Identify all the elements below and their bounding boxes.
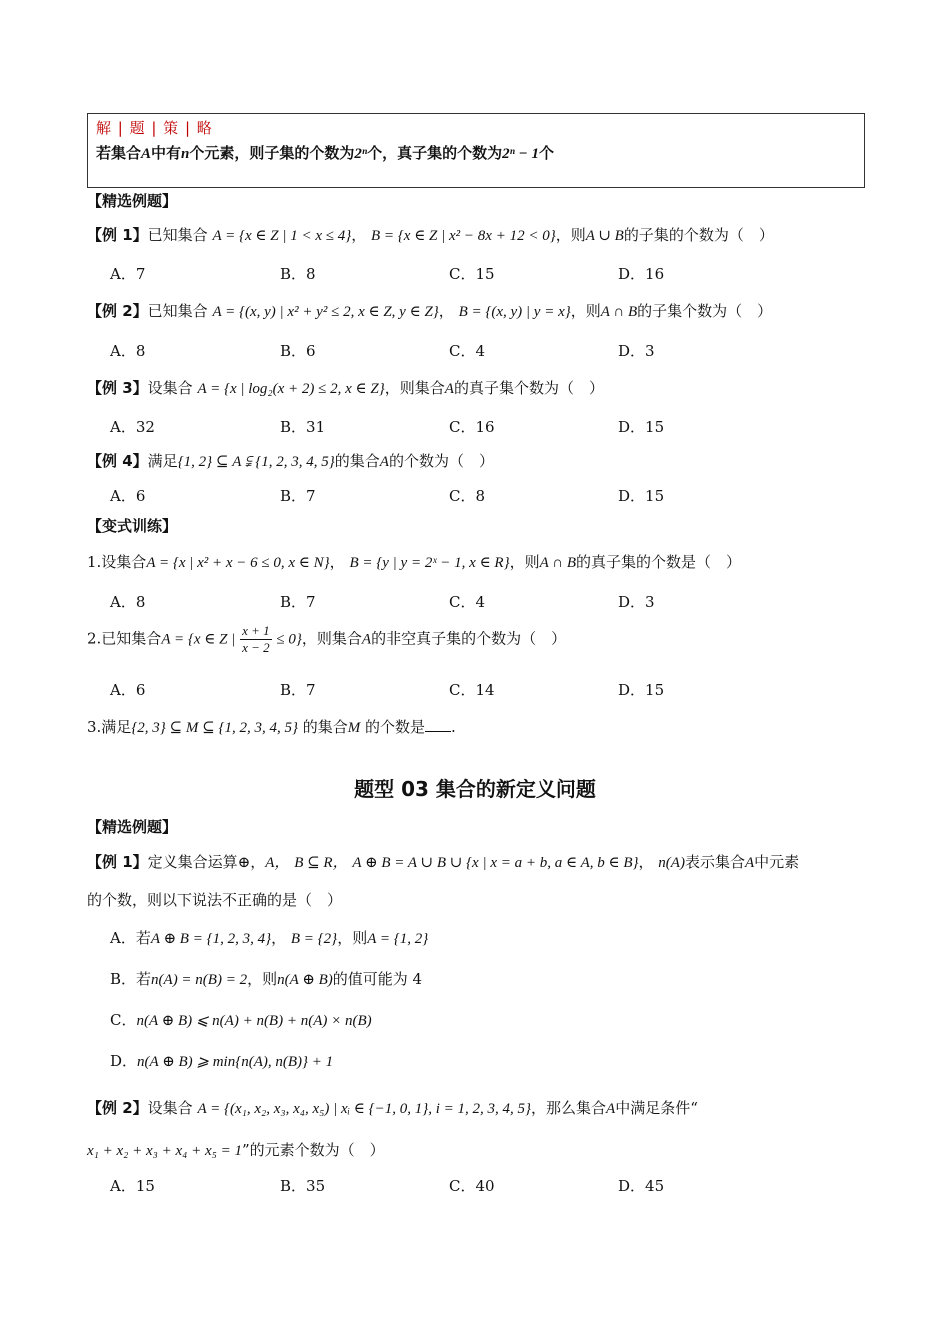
math-expr: B ⊆ R， bbox=[294, 855, 348, 871]
math-expr: A bbox=[379, 454, 389, 470]
example-label: 【例 4】 bbox=[87, 452, 148, 470]
practice-heading: 【变式训练】 bbox=[87, 517, 178, 535]
fraction bbox=[240, 623, 272, 656]
question-text: 的子集个数为（ ） bbox=[637, 302, 773, 320]
math-expr: A = {(x₁, x₂, x₃, x₄, x₅) | xᵢ ∈ {−1, 0, 1}, i = 1, 2, 3, 4, 5} bbox=[197, 1101, 531, 1117]
math-expr: n(A) = n(B) = 2 bbox=[151, 972, 248, 988]
examples-heading: 【精选例题】 bbox=[87, 818, 178, 836]
question-text: 已知集合 bbox=[147, 226, 208, 244]
example-new-2 bbox=[87, 1097, 698, 1118]
question-text: 定义集合运算⊕， bbox=[147, 853, 266, 871]
math-expr: A bbox=[744, 855, 755, 871]
option-a[interactable]: A．32 bbox=[110, 418, 155, 436]
math-expr: A， bbox=[265, 855, 290, 871]
question-text: ，那么集合 bbox=[531, 1099, 607, 1117]
math-expr: A = {x | x² + x − 6 ≤ 0, x ∈ N} bbox=[146, 555, 330, 571]
question-text: ， bbox=[438, 302, 454, 320]
example-new-2-line2 bbox=[87, 1139, 385, 1160]
math-expr: A ∩ B bbox=[539, 555, 576, 571]
question-text: ， bbox=[351, 226, 367, 244]
example-new-1-line2: 的个数，则以下说法不正确的是（ ） bbox=[87, 891, 343, 909]
option-b[interactable]: B．7 bbox=[280, 681, 316, 699]
math-expr: B = {x ∈ Z | x² − 8x + 12 < 0} bbox=[371, 228, 556, 244]
math-expr: A ∪ B bbox=[585, 228, 624, 244]
math-expr: B = {2} bbox=[290, 931, 338, 947]
math-expr: A = {x ∈ Z | 1 < x ≤ 4} bbox=[212, 228, 352, 244]
strategy-box bbox=[87, 113, 865, 188]
option-b[interactable]: B．6 bbox=[280, 342, 316, 360]
option-b[interactable]: B．8 bbox=[280, 265, 316, 283]
fraction-denominator: x − 2 bbox=[242, 640, 270, 655]
question-text: 满足 bbox=[147, 452, 178, 470]
math-expr: n(A ⊕ B) ⩽ n(A) + n(B) + n(A) × n(B) bbox=[136, 1013, 372, 1029]
option-c[interactable]: C．15 bbox=[449, 265, 495, 283]
example-label: 【例 2】 bbox=[87, 302, 148, 320]
option-b[interactable]: B．31 bbox=[280, 418, 326, 436]
option-b[interactable] bbox=[110, 968, 422, 989]
question-text: 3.满足 bbox=[87, 718, 132, 736]
option-label: C． bbox=[110, 1011, 137, 1029]
strategy-label: 解 | 题 | 策 | 略 bbox=[96, 119, 213, 137]
example-4 bbox=[87, 450, 494, 471]
option-c[interactable]: C．40 bbox=[449, 1177, 495, 1195]
rule-text: 个，真子集的个数为 bbox=[367, 144, 503, 162]
math-expr: x₁ + x₂ + x₃ + x₄ + x₅ = 1 bbox=[87, 1143, 242, 1159]
option-text: ，则 bbox=[337, 929, 368, 947]
question-text: ，则 bbox=[509, 553, 540, 571]
question-text: ， bbox=[638, 853, 654, 871]
math-expr: ≤ 0} bbox=[276, 631, 302, 648]
question-text: ”的元素个数为（ ） bbox=[241, 1141, 385, 1159]
example-label: 【例 1】 bbox=[87, 226, 148, 244]
option-a[interactable]: A．6 bbox=[110, 681, 146, 699]
option-a[interactable] bbox=[110, 927, 428, 948]
question-text: 表示集合 bbox=[684, 853, 745, 871]
question-text: 的真子集个数为（ ） bbox=[453, 379, 604, 397]
answer-blank[interactable] bbox=[425, 717, 451, 732]
example-label: 【例 3】 bbox=[87, 379, 148, 397]
rule-math: A bbox=[141, 146, 152, 162]
question-text: 的真子集的个数是（ ） bbox=[576, 553, 742, 571]
question-text: 2.已知集合 bbox=[87, 629, 162, 648]
math-expr: A ⊕ B = {1, 2, 3, 4} bbox=[150, 931, 272, 947]
question-text: 中元素 bbox=[754, 853, 800, 871]
math-expr: A bbox=[444, 381, 454, 397]
question-text: 1.设集合 bbox=[87, 553, 147, 571]
example-1 bbox=[87, 224, 774, 245]
option-d[interactable]: D．15 bbox=[618, 418, 665, 436]
math-expr: B = {y | y = 2ˣ − 1, x ∈ R} bbox=[349, 555, 510, 571]
option-d[interactable]: D．45 bbox=[618, 1177, 665, 1195]
option-b[interactable]: B．35 bbox=[280, 1177, 326, 1195]
question-text: 设集合 bbox=[147, 1099, 193, 1117]
option-d[interactable]: D．15 bbox=[618, 487, 665, 505]
option-label: B．若 bbox=[110, 970, 152, 988]
math-expr: n(A ⊕ B) bbox=[277, 972, 333, 988]
rule-text: 个 bbox=[538, 144, 554, 162]
option-text: 的值可能为 4 bbox=[332, 970, 423, 988]
option-d[interactable] bbox=[110, 1050, 333, 1071]
option-d[interactable]: D．3 bbox=[618, 342, 655, 360]
option-text: ，则 bbox=[247, 970, 278, 988]
option-c[interactable]: C．8 bbox=[449, 487, 486, 505]
question-text: 的集合 bbox=[334, 452, 380, 470]
question-text: 中满足条件“ bbox=[615, 1099, 698, 1117]
math-expr: A ⊕ B = A ∪ B ∪ {x | x = a + b, a ∈ A, b ∈ B} bbox=[352, 855, 639, 871]
option-a[interactable]: A．8 bbox=[110, 593, 146, 611]
option-b[interactable]: B．7 bbox=[280, 487, 316, 505]
option-c[interactable] bbox=[110, 1009, 372, 1030]
rule-text: 个元素，则子集的个数为 bbox=[189, 144, 355, 162]
option-a[interactable]: A．7 bbox=[110, 265, 146, 283]
option-label: D． bbox=[110, 1052, 138, 1070]
math-expr: A = {1, 2} bbox=[367, 931, 429, 947]
practice-2 bbox=[87, 623, 566, 656]
option-a[interactable]: A．15 bbox=[110, 1177, 155, 1195]
rule-math: 2ⁿ − 1 bbox=[502, 146, 539, 162]
math-expr: M bbox=[347, 720, 361, 736]
option-c[interactable]: C．16 bbox=[449, 418, 495, 436]
option-c[interactable]: C．4 bbox=[449, 342, 486, 360]
option-d[interactable]: D．16 bbox=[618, 265, 665, 283]
option-label: A．若 bbox=[110, 929, 151, 947]
question-text: 的子集的个数为（ ） bbox=[623, 226, 774, 244]
example-new-1 bbox=[87, 851, 799, 872]
example-label: 【例 2】 bbox=[87, 1099, 148, 1117]
question-text: ，则集合 bbox=[301, 629, 362, 648]
question-text: ，则 bbox=[555, 226, 586, 244]
option-d[interactable]: D．3 bbox=[618, 593, 655, 611]
math-expr: A = {(x, y) | x² + y² ≤ 2, x ∈ Z, y ∈ Z} bbox=[212, 304, 439, 320]
example-2 bbox=[87, 300, 772, 321]
rule-text: 若集合 bbox=[96, 144, 142, 162]
rule-math: n bbox=[181, 146, 190, 162]
math-expr: n(A) bbox=[658, 855, 685, 871]
option-d[interactable]: D．15 bbox=[618, 681, 665, 699]
question-text: ，则 bbox=[570, 302, 601, 320]
question-text: . bbox=[451, 718, 456, 736]
math-expr: A ∩ B bbox=[600, 304, 638, 320]
option-a[interactable]: A．8 bbox=[110, 342, 146, 360]
math-expr: A bbox=[361, 631, 372, 648]
question-text: ， bbox=[329, 553, 345, 571]
question-text: 设集合 bbox=[147, 379, 193, 397]
example-3 bbox=[87, 377, 604, 398]
rule-text: 中有 bbox=[151, 144, 182, 162]
rule-math: 2ⁿ bbox=[354, 146, 368, 162]
option-a[interactable]: A．6 bbox=[110, 487, 146, 505]
math-expr: n(A ⊕ B) ⩾ min{n(A), n(B)} + 1 bbox=[137, 1054, 334, 1070]
question-text: ，则集合 bbox=[384, 379, 445, 397]
section-title: 题型 03 集合的新定义问题 bbox=[354, 777, 596, 801]
math-expr: B = {(x, y) | y = x} bbox=[458, 304, 571, 320]
fraction-numerator: x + 1 bbox=[242, 623, 270, 638]
example-label: 【例 1】 bbox=[87, 853, 148, 871]
option-text: ， bbox=[271, 929, 287, 947]
option-c[interactable]: C．14 bbox=[449, 681, 495, 699]
math-expr: {1, 2} ⊆ A ⫋ {1, 2, 3, 4, 5} bbox=[177, 454, 335, 470]
question-text: 的非空真子集的个数为（ ） bbox=[371, 629, 567, 648]
math-expr: A = {x | log₂(x + 2) ≤ 2, x ∈ Z} bbox=[197, 381, 385, 397]
strategy-rule bbox=[96, 142, 554, 163]
question-text: 的个数为（ ） bbox=[388, 452, 494, 470]
question-text: 已知集合 bbox=[147, 302, 208, 320]
practice-1 bbox=[87, 551, 741, 572]
examples-heading: 【精选例题】 bbox=[87, 192, 178, 210]
math-expr: A = {x ∈ Z | bbox=[161, 631, 236, 648]
math-expr: A bbox=[606, 1101, 616, 1117]
option-b[interactable]: B．7 bbox=[280, 593, 316, 611]
question-text: 的个数是 bbox=[365, 718, 426, 736]
option-c[interactable]: C．4 bbox=[449, 593, 486, 611]
practice-3 bbox=[87, 716, 456, 737]
question-text: 的集合 bbox=[302, 718, 348, 736]
math-expr: {2, 3} ⊆ M ⊆ {1, 2, 3, 4, 5} bbox=[131, 720, 298, 736]
